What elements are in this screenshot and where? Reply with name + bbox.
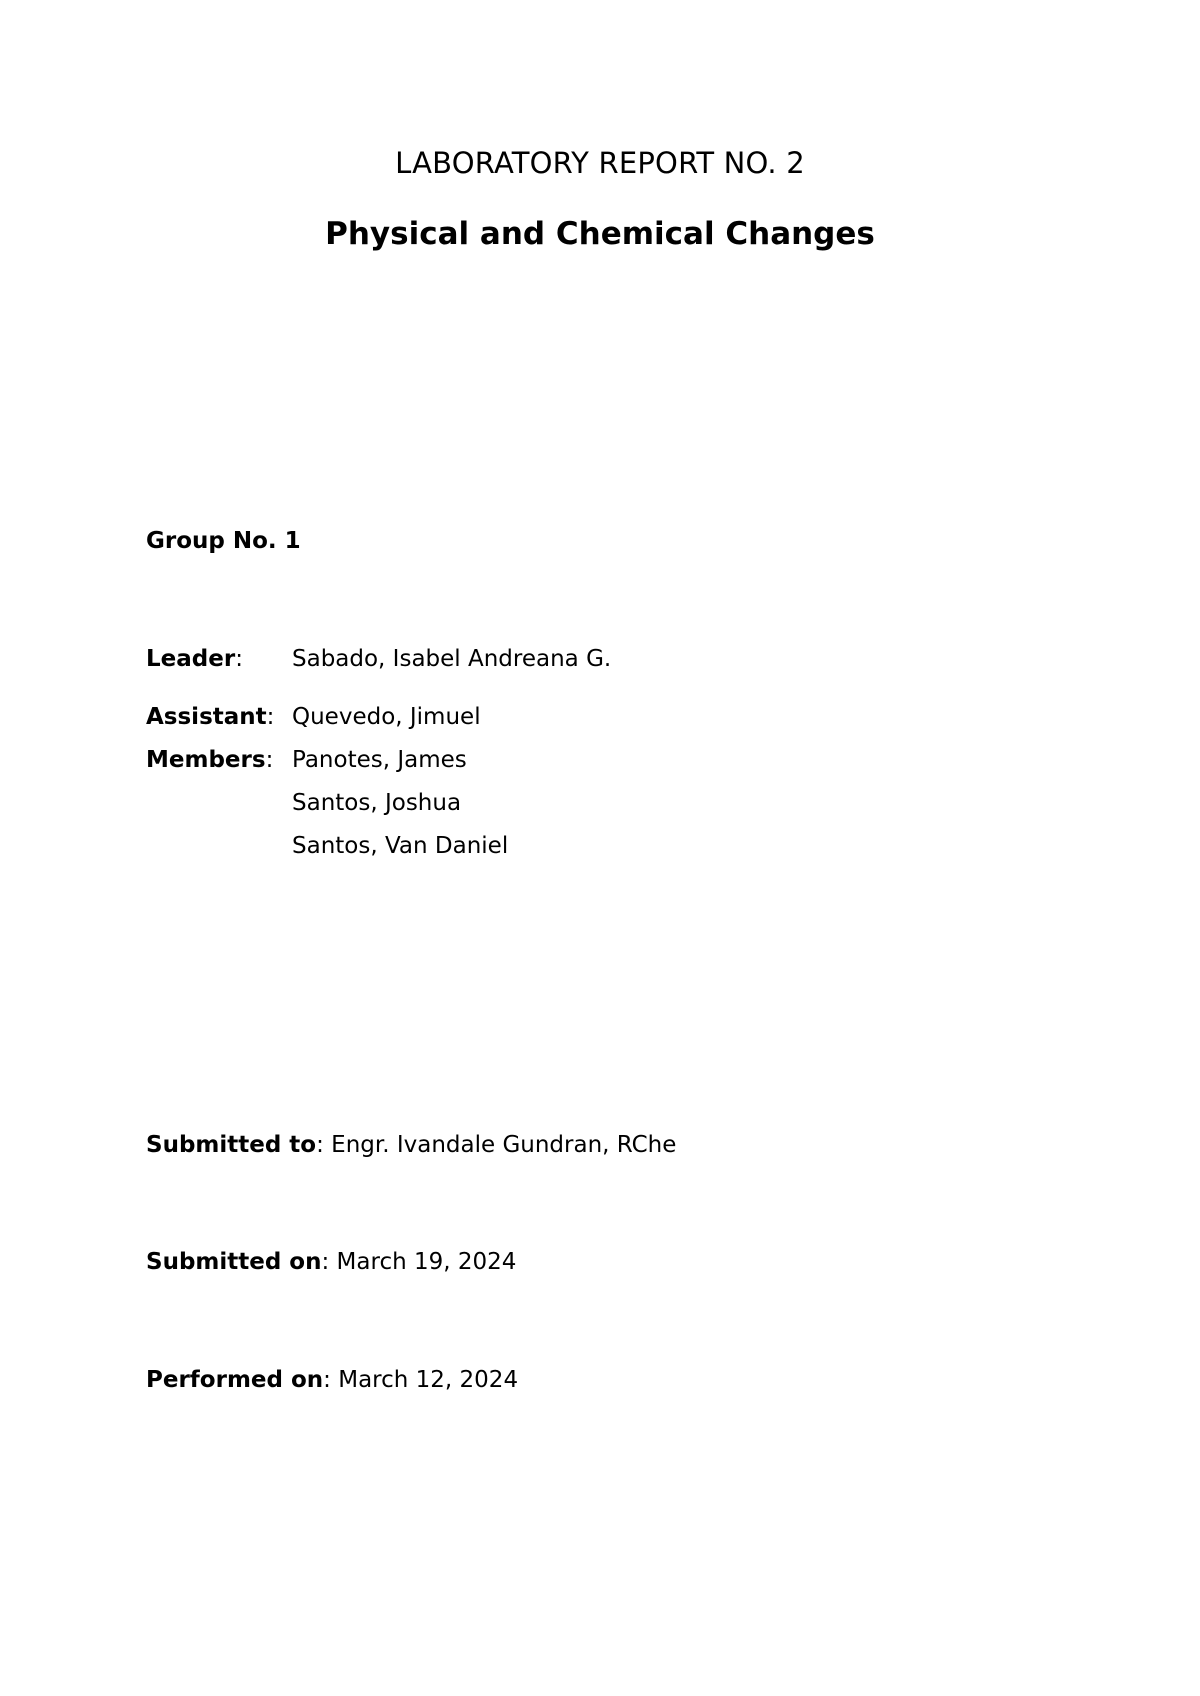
leader-label: Leader (146, 646, 236, 672)
assistant-label: Assistant (146, 704, 267, 730)
member-name: Santos, Joshua (292, 790, 462, 816)
assistant-name: Quevedo, Jimuel (292, 704, 481, 730)
assistant-separator: : (266, 704, 275, 730)
members-line (146, 745, 273, 775)
group-number-label: Group No. 1 (146, 528, 301, 554)
member-name: Santos, Van Daniel (292, 833, 509, 859)
member-name: Panotes, James (292, 747, 467, 773)
group-number (146, 526, 301, 556)
leader-separator: : (235, 646, 243, 672)
submitted-to-line (146, 1130, 676, 1160)
submitted-to-label: Submitted to (146, 1132, 317, 1158)
submitted-on-value: : March 19, 2024 (321, 1249, 517, 1275)
leader-line (146, 644, 243, 674)
submitted-to-value: : Engr. Ivandale Gundran, RChe (316, 1132, 677, 1158)
performed-on-value: : March 12, 2024 (323, 1367, 519, 1393)
performed-on-label: Performed on (146, 1367, 324, 1393)
performed-on-line (146, 1365, 518, 1395)
submitted-on-label: Submitted on (146, 1249, 322, 1275)
members-label: Members (146, 747, 266, 773)
leader-name: Sabado, Isabel Andreana G. (292, 646, 612, 672)
report-number: LABORATORY REPORT NO. 2 (395, 146, 805, 180)
members-separator: : (265, 747, 274, 773)
submitted-on-line (146, 1247, 516, 1277)
assistant-line (146, 702, 274, 732)
report-title: Physical and Chemical Changes (325, 216, 875, 252)
